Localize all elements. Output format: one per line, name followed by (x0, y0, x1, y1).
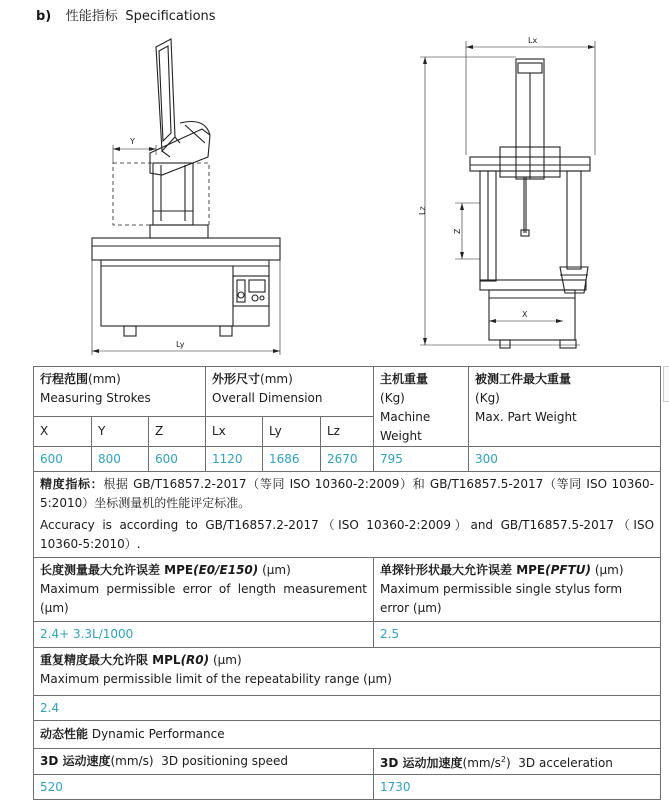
pftu-cn: 单探针形状最大允许误差 MPE (380, 563, 546, 577)
speed-en: 3D positioning speed (161, 754, 289, 768)
dim-label-ly: Ly (176, 340, 185, 349)
pftu-value: 2.5 (374, 622, 661, 648)
accuracy-cn: 根据 GB/T16857.2-2017（等同 ISO 10360-2:2009）和 GB/T16857.5-2017（等同 ISO 10360-5:2010）坐标测量机的性能评定标准。 (40, 477, 655, 510)
machine-drawings (0, 25, 669, 365)
dynamic-header-cell (34, 721, 661, 749)
value-lz: 2670 (321, 447, 374, 472)
col-y: Y (92, 417, 149, 447)
dim-label-lx: Lx (528, 36, 538, 45)
dim-label-y: Y (130, 137, 135, 146)
dim-label-lz: Lz (418, 206, 427, 215)
mpl-value: 2.4 (34, 696, 661, 721)
machine-weight-unit: (Kg) (380, 391, 405, 405)
values-row (34, 447, 661, 472)
accuracy-row (34, 472, 661, 558)
accel-value: 1730 (374, 775, 661, 800)
mpl-value-row (34, 696, 661, 721)
accuracy-en: Accuracy is according to GB/T16857.2-2017（ISO 10360-2:2009）and GB/T16857.5-2017（ISO 10360-5:2010）. (40, 518, 655, 551)
strokes-header-cn: 行程范围 (40, 372, 89, 386)
col-lx: Lx (206, 417, 263, 447)
accuracy-label: 精度指标： (40, 477, 104, 491)
accel-unit-sup: 2 (500, 755, 506, 764)
speed-accel-values-row (34, 775, 661, 800)
strokes-header-en: Measuring Strokes (40, 391, 151, 405)
carriage-head (150, 129, 210, 175)
specifications-table (33, 366, 661, 800)
mpl-en: Maximum permissible limit of the repeatability range (μm) (40, 672, 392, 686)
section-label: b) (36, 9, 52, 24)
mpe-en: Maximum permissible error of length measurement (μm) (40, 582, 368, 615)
dynamic-header-row (34, 721, 661, 749)
mpl-cn: 重复精度最大允许限 MPL (40, 653, 181, 667)
mpe-header-cell (34, 558, 374, 622)
scroll-edge-marker (663, 366, 669, 402)
column (153, 163, 193, 225)
pftu-code: (PFTU) (545, 563, 592, 577)
accel-unit-close: ) (505, 756, 511, 770)
mpl-code: (R0) (180, 653, 210, 667)
dim-label-z: Z (453, 228, 462, 234)
side-view-drawing (92, 39, 280, 355)
speed-accel-header-row (34, 749, 661, 775)
value-ly: 1686 (263, 447, 321, 472)
dynamic-en: Dynamic Performance (88, 727, 225, 741)
value-lx: 1120 (206, 447, 263, 472)
pftu-header-cell (374, 558, 661, 622)
mpl-header-row (34, 648, 661, 696)
mpe-unit: (μm) (258, 563, 291, 577)
pftu-unit: (μm) (591, 563, 624, 577)
mpe-value: 2.4+ 3.3L/1000 (34, 622, 374, 648)
part-weight-en: Max. Part Weight (475, 410, 577, 424)
mpe-cn: 长度测量最大允许误差 MPE (40, 563, 194, 577)
section-title-en: Specifications (125, 9, 216, 24)
strokes-header (34, 367, 206, 417)
mpe-values-row (34, 622, 661, 648)
base-slab (92, 238, 280, 260)
value-y: 800 (92, 447, 149, 472)
section-title-cn: 性能指标 (65, 9, 118, 24)
overall-header-en: Overall Dimension (212, 391, 323, 405)
front-view-drawing (420, 41, 595, 348)
col-lz: Lz (321, 417, 374, 447)
strokes-unit: (mm) (88, 372, 121, 386)
speed-unit: (mm/s) (110, 754, 154, 768)
accuracy-cell (34, 472, 661, 558)
speed-value: 520 (34, 775, 374, 800)
machine-weight-header (374, 367, 469, 447)
mpe-header-row (34, 558, 661, 622)
overall-header (206, 367, 374, 417)
col-z: Z (149, 417, 206, 447)
part-weight-header (469, 367, 661, 447)
col-x: X (34, 417, 92, 447)
mpe-code: (E0/E150) (193, 563, 259, 577)
dim-label-x: X (522, 310, 528, 319)
part-weight-cn: 被测工件最大重量 (475, 372, 572, 386)
value-machine-weight: 795 (374, 447, 469, 472)
accel-unit: (mm/s (462, 756, 501, 770)
value-z: 600 (149, 447, 206, 472)
accel-header-cell (374, 749, 661, 775)
col-ly: Ly (263, 417, 321, 447)
mpl-header-cell (34, 648, 661, 696)
pftu-en: Maximum permissible single stylus form error (μm) (380, 582, 623, 615)
value-part-weight: 300 (469, 447, 661, 472)
part-weight-unit: (Kg) (475, 391, 500, 405)
machine-weight-en: Machine Weight (380, 410, 431, 443)
header-row (34, 367, 661, 417)
mpl-unit: (μm) (209, 653, 242, 667)
speed-header-cell (34, 749, 374, 775)
value-x: 600 (34, 447, 92, 472)
section-heading (36, 5, 216, 24)
dynamic-cn: 动态性能 (40, 727, 89, 741)
overall-header-cn: 外形尺寸 (212, 372, 261, 386)
accel-en: 3D acceleration (518, 756, 613, 770)
speed-cn: 3D 运动速度 (40, 754, 111, 768)
accel-cn: 3D 运动加速度 (380, 756, 463, 770)
machine-weight-cn: 主机重量 (380, 372, 429, 386)
overall-unit: (mm) (260, 372, 293, 386)
bridge-leg-right (567, 171, 581, 269)
